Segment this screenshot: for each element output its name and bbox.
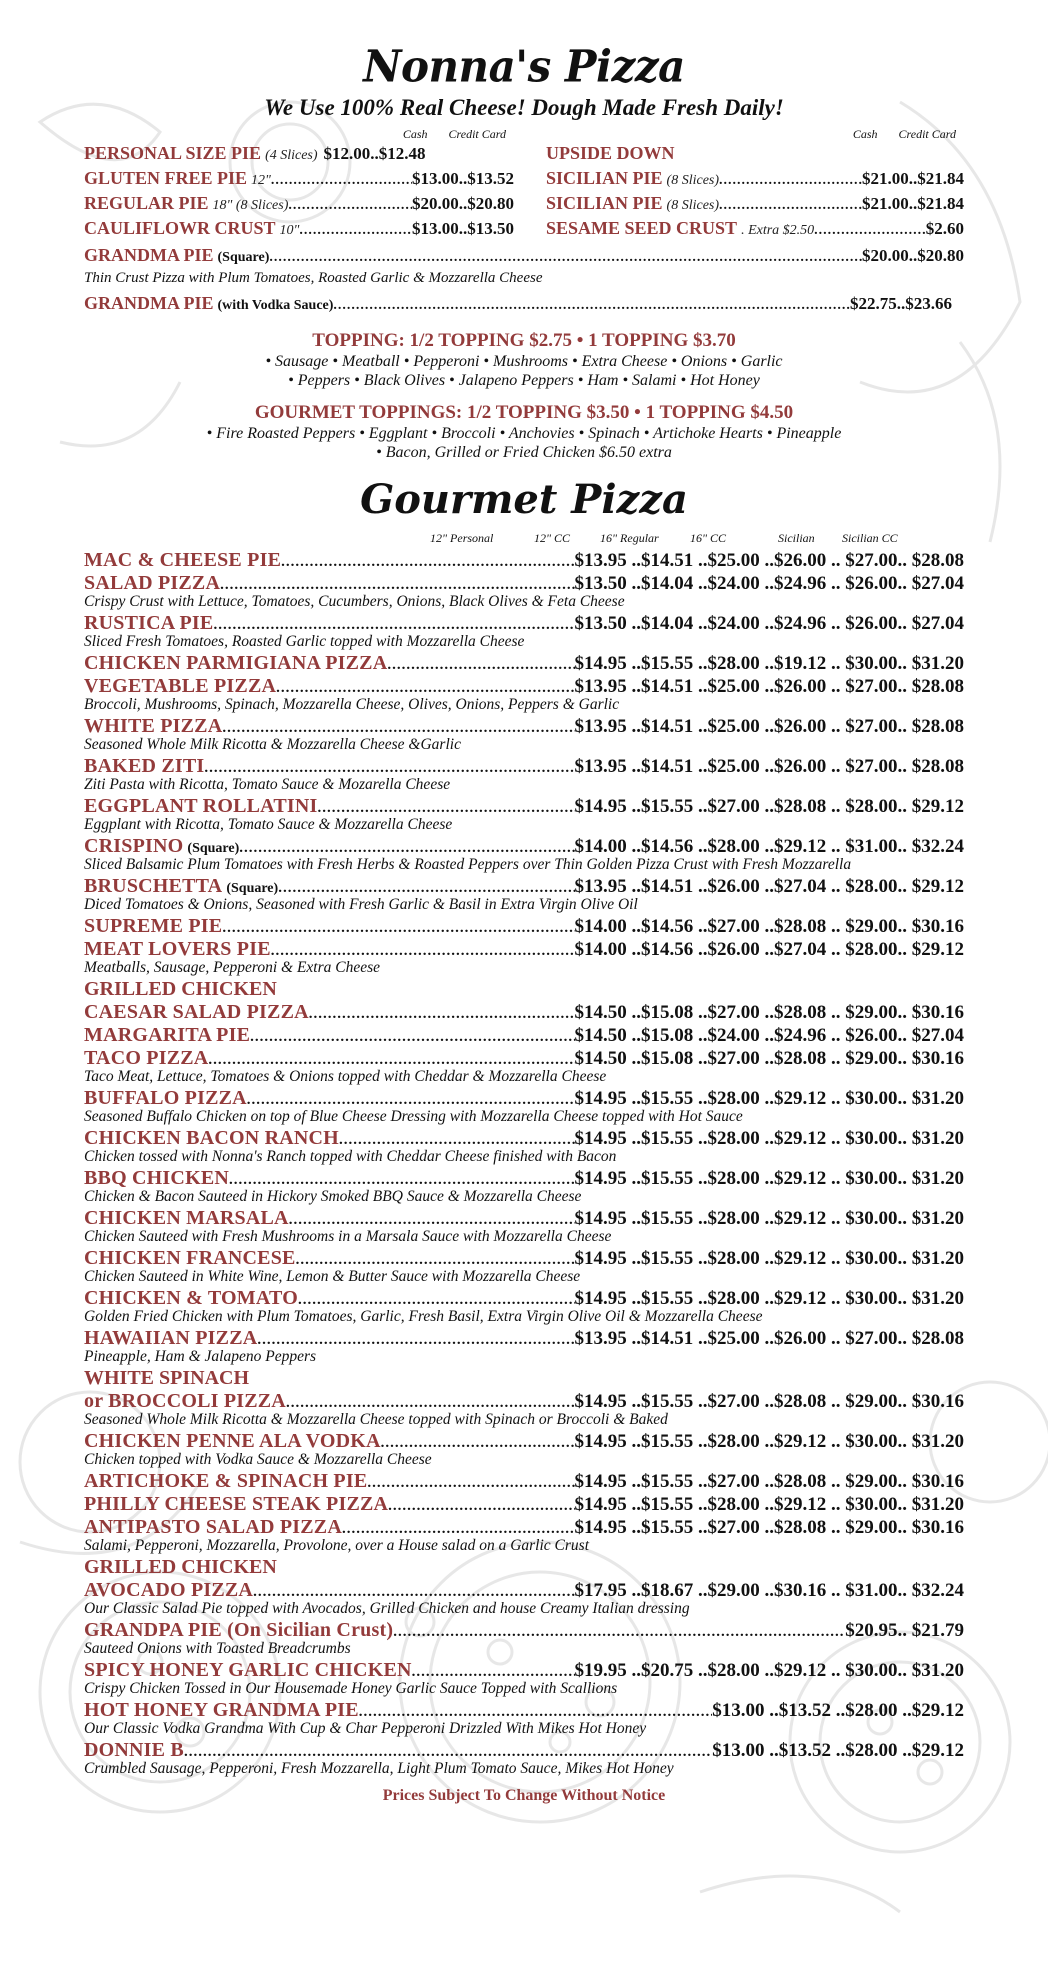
toppings-heading: TOPPING: 1/2 TOPPING $2.75 • 1 TOPPING $3.70 — [312, 330, 736, 351]
item-name-prefix-row — [84, 1367, 964, 1390]
item-name: RUSTICA PIE — [84, 612, 214, 634]
item-subtitle: (with Vodka Sauce) — [217, 298, 334, 313]
item-prices: $13.95 ..$14.51 ..$26.00 ..$27.04 .. $28.00.. $29.12 — [574, 876, 964, 897]
item-prices: $13.95 ..$14.51 ..$25.00 ..$26.00 .. $27.00.. $28.08 — [574, 676, 964, 697]
right-price-headers — [546, 127, 964, 143]
menu-item-row — [546, 218, 964, 243]
item-name: CHICKEN MARSALA — [84, 1207, 289, 1229]
item-prices: $13.50 ..$14.04 ..$24.00 ..$24.96 .. $26.00.. $27.04 — [574, 613, 964, 634]
gourmet-pizza-list — [84, 549, 964, 1779]
gourmet-toppings-line: • Bacon, Grilled or Fried Chicken $6.50 extra — [376, 444, 672, 461]
item-name: SICILIAN PIE — [546, 193, 663, 213]
item-description: Seasoned Whole Milk Ricotta & Mozzarella Cheese topped with Spinach or Broccoli & Baked — [84, 1411, 668, 1428]
item-name: VEGETABLE PIZZA — [84, 675, 277, 697]
item-name: CAULIFLOWR CRUST — [84, 218, 276, 238]
dot-leader — [299, 223, 412, 239]
column-header: 16" Regular — [600, 531, 659, 545]
menu-page — [0, 42, 1048, 1805]
column-header: 16" CC — [690, 531, 727, 545]
gourmet-item-row — [84, 612, 964, 635]
item-description: Salami, Pepperoni, Mozzarella, Provolone, over a House salad on a Garlic Crust — [84, 1537, 589, 1554]
credit-price: $2.60 — [925, 219, 964, 238]
item-name: or BROCCOLI PIZZA — [84, 1390, 286, 1412]
item-name: PHILLY CHEESE STEAK PIZZA — [84, 1493, 389, 1515]
dot-leader — [250, 1029, 574, 1046]
item-name: HOT HONEY GRANDMA PIE — [84, 1699, 359, 1721]
credit-price: $21.84 — [917, 194, 964, 213]
menu-item-row — [546, 143, 964, 168]
item-description: Chicken & Bacon Sauteed in Hickory Smoked BBQ Sauce & Mozzarella Cheese — [84, 1188, 582, 1205]
dot-leader — [222, 920, 574, 937]
item-description: Ziti Pasta with Ricotta, Tomato Sauce & Mozarella Cheese — [84, 776, 451, 793]
menu-item-row — [84, 168, 514, 193]
item-subtitle: (Square) — [217, 250, 270, 265]
price-separator: .. — [370, 144, 379, 163]
dot-leader — [387, 657, 574, 674]
dot-leader — [288, 198, 412, 214]
cash-price: $21.00 — [862, 194, 909, 213]
cash-header: Cash — [852, 127, 878, 141]
price-separator: .. — [458, 169, 468, 188]
item-name: SICILIAN PIE — [546, 168, 663, 188]
cash-price: $21.00 — [862, 169, 909, 188]
credit-price: $20.80 — [467, 194, 514, 213]
item-prices: $14.50 ..$15.08 ..$27.00 ..$28.08 .. $29.00.. $30.16 — [574, 1048, 964, 1069]
dot-leader — [359, 1704, 712, 1721]
item-description: Crispy Crust with Lettuce, Tomatoes, Cucumbers, Onions, Black Olives & Feta Cheese — [84, 593, 625, 610]
dot-leader — [222, 720, 574, 737]
item-description: Eggplant with Ricotta, Tomato Sauce & Mozzarella Cheese — [84, 816, 453, 833]
item-name: WHITE PIZZA — [84, 715, 223, 737]
item-description: Sliced Fresh Tomatoes, Roasted Garlic topped with Mozzarella Cheese — [84, 633, 525, 650]
dot-leader — [286, 1395, 575, 1412]
dot-leader — [309, 1006, 575, 1023]
item-note: . Extra $2.50 — [741, 223, 815, 238]
gourmet-item-row — [84, 1127, 964, 1150]
item-prices: $14.95 ..$15.55 ..$27.00 ..$28.08 .. $29.00.. $30.16 — [574, 1517, 964, 1538]
item-note: (8 Slices) — [666, 173, 720, 188]
cash-price: $13.00 — [412, 219, 459, 238]
item-name: CAESAR SALAD PIZZA — [84, 1001, 309, 1023]
dot-leader — [412, 1664, 575, 1681]
menu-item-row — [84, 143, 514, 168]
dot-leader — [298, 1292, 575, 1309]
credit-price: $13.52 — [467, 169, 514, 188]
gourmet-item-row — [84, 938, 964, 961]
item-prices: $13.00 ..$13.52 ..$28.00 ..$29.12 — [712, 1700, 964, 1721]
dot-leader — [204, 760, 574, 777]
gourmet-item-row — [84, 652, 964, 675]
cash-price: $22.75 — [850, 294, 897, 313]
item-prices: $14.95 ..$15.55 ..$28.00 ..$29.12 .. $30.00.. $31.20 — [574, 1288, 964, 1309]
gourmet-item-row — [84, 1739, 964, 1762]
cash-price: $12.00 — [323, 144, 371, 163]
item-subtitle: (Square) — [226, 881, 279, 896]
item-name: AVOCADO PIZZA — [84, 1579, 254, 1601]
dot-leader — [276, 680, 574, 697]
gourmet-item-row — [84, 675, 964, 698]
item-name: CHICKEN FRANCESE — [84, 1247, 296, 1269]
item-note: 12" — [251, 173, 271, 188]
item-name-prefix-row — [84, 1556, 964, 1579]
gourmet-toppings-line: • Fire Roasted Peppers • Eggplant • Broccoli • Anchovies • Spinach • Artichoke Hearts • Pineapple — [206, 425, 842, 442]
dot-leader — [381, 1435, 575, 1452]
dot-leader — [388, 1498, 574, 1515]
item-description: Our Classic Salad Pie topped with Avocados, Grilled Chicken and house Creamy Italian dressing — [84, 1600, 690, 1617]
item-name: EGGPLANT ROLLATINI — [84, 795, 318, 817]
credit-price: $20.80 — [917, 246, 964, 265]
grandma-section — [84, 245, 964, 318]
gourmet-item-row — [84, 1024, 964, 1047]
cash-price: $20.00 — [862, 246, 909, 265]
item-name: ARTICHOKE & SPINACH PIE — [84, 1470, 368, 1492]
gourmet-item-row — [84, 1247, 964, 1270]
column-header: 12" CC — [534, 531, 571, 545]
dot-leader — [339, 1132, 575, 1149]
dot-leader — [247, 1092, 575, 1109]
item-prices: $13.95 ..$14.51 ..$25.00 ..$26.00 .. $27.00.. $28.08 — [574, 1328, 964, 1349]
dot-leader — [269, 250, 862, 266]
item-description: Thin Crust Pizza with Plum Tomatoes, Roasted Garlic & Mozzarella Cheese — [84, 270, 543, 286]
dot-leader — [184, 1744, 712, 1761]
item-prices: $17.95 ..$18.67 ..$29.00 ..$30.16 .. $31.00.. $32.24 — [574, 1580, 964, 1601]
restaurant-title: Nonna's Pizza — [363, 40, 685, 93]
item-prices: $20.95.. $21.79 — [845, 1620, 964, 1641]
menu-item-row — [84, 218, 514, 243]
item-name: SUPREME PIE — [84, 915, 223, 937]
gourmet-item-row — [84, 915, 964, 938]
gourmet-item-row — [84, 1327, 964, 1350]
item-name: TACO PIZZA — [84, 1047, 209, 1069]
dot-leader — [281, 554, 574, 571]
menu-item-row — [546, 168, 964, 193]
item-prices: $14.95 ..$15.55 ..$28.00 ..$29.12 .. $30.00.. $31.20 — [574, 1168, 964, 1189]
item-name: CHICKEN PARMIGIANA PIZZA — [84, 652, 388, 674]
gourmet-item-row — [84, 1001, 964, 1024]
item-description: Taco Meat, Lettuce, Tomatoes & Onions topped with Cheddar & Mozzarella Cheese — [84, 1068, 607, 1085]
gourmet-item-row — [84, 549, 964, 572]
item-name: PERSONAL SIZE PIE — [84, 143, 262, 163]
gourmet-item-row — [84, 1579, 964, 1602]
item-name: UPSIDE DOWN — [546, 143, 675, 163]
right-price-column — [546, 127, 964, 243]
item-prices: $14.50 ..$15.08 ..$27.00 ..$28.08 .. $29.00.. $30.16 — [574, 1002, 964, 1023]
item-prices: $14.95 ..$15.55 ..$27.00 ..$28.08 .. $29.00.. $30.16 — [574, 1391, 964, 1412]
item-description: Our Classic Vodka Grandma With Cup & Char Pepperoni Drizzled With Mikes Hot Honey — [84, 1720, 647, 1737]
item-prices: $14.95 ..$15.55 ..$28.00 ..$19.12 .. $30.00.. $31.20 — [574, 653, 964, 674]
item-description: Seasoned Whole Milk Ricotta & Mozzarella Cheese &Garlic — [84, 736, 461, 753]
gourmet-item-row — [84, 875, 964, 898]
credit-header: Credit Card — [898, 127, 956, 141]
item-prices: $14.95 ..$15.55 ..$28.00 ..$29.12 .. $30.00.. $31.20 — [574, 1208, 964, 1229]
item-name: SALAD PIZZA — [84, 572, 221, 594]
gourmet-item-row — [84, 1087, 964, 1110]
toppings-line: • Peppers • Black Olives • Jalapeno Peppers • Ham • Salami • Hot Honey — [288, 372, 760, 389]
item-prices: $13.95 ..$14.51 ..$25.00 ..$26.00 .. $27.00.. $28.08 — [574, 550, 964, 571]
cash-header: Cash — [402, 127, 428, 141]
item-prices: $13.95 ..$14.51 ..$25.00 ..$26.00 .. $27.00.. $28.08 — [574, 756, 964, 777]
gourmet-item-row — [84, 795, 964, 818]
item-name: CRISPINO — [84, 835, 184, 857]
item-subtitle: (Square) — [187, 841, 240, 856]
item-description: Chicken Sauteed with Fresh Mushrooms in a Marsala Sauce with Mozzarella Cheese — [84, 1228, 612, 1245]
gourmet-item-row — [84, 1699, 964, 1722]
item-name: GRANDPA PIE (On Sicilian Crust) — [84, 1619, 394, 1641]
price-separator: .. — [896, 294, 906, 313]
credit-header: Credit Card — [448, 127, 506, 141]
gourmet-item-row — [84, 1430, 964, 1453]
item-name: SESAME SEED CRUST — [546, 218, 738, 238]
price-separator: .. — [908, 246, 918, 265]
item-description: Pineapple, Ham & Jalapeno Peppers — [84, 1348, 317, 1365]
credit-price: $12.48 — [378, 144, 426, 163]
item-note: (8 Slices) — [666, 198, 720, 213]
item-name-prefix-row — [84, 978, 964, 1001]
gourmet-pizza-title: Gourmet Pizza — [360, 476, 688, 523]
menu-item-row — [84, 193, 514, 218]
item-description: Diced Tomatoes & Onions, Seasoned with Fresh Garlic & Basil in Extra Virgin Olive Oil — [84, 896, 638, 913]
item-name: HAWAIIAN PIZZA — [84, 1327, 258, 1349]
dot-leader — [719, 173, 862, 189]
dot-leader — [393, 1624, 845, 1641]
item-name: BUFFALO PIZZA — [84, 1087, 247, 1109]
gourmet-item-row — [84, 1659, 964, 1682]
item-description: Meatballs, Sausage, Pepperoni & Extra Cheese — [84, 959, 381, 976]
price-separator: .. — [458, 219, 468, 238]
dot-leader — [367, 1475, 574, 1492]
cash-price: $20.00 — [412, 194, 459, 213]
item-name: GRANDMA PIE — [84, 245, 214, 265]
item-prices: $14.95 ..$15.55 ..$27.00 ..$28.08 .. $28.00.. $29.12 — [574, 796, 964, 817]
dot-leader — [271, 173, 412, 189]
item-name: BBQ CHICKEN — [84, 1167, 230, 1189]
item-prices: $14.50 ..$15.08 ..$24.00 ..$24.96 .. $26.00.. $27.04 — [574, 1025, 964, 1046]
dot-leader — [342, 1521, 575, 1538]
item-prices: $14.95 ..$15.55 ..$28.00 ..$29.12 .. $30.00.. $31.20 — [574, 1431, 964, 1452]
item-description: Seasoned Buffalo Chicken on top of Blue Cheese Dressing with Mozzarella Cheese topped with Hot Sauce — [84, 1108, 743, 1125]
item-name: CHICKEN PENNE ALA VODKA — [84, 1430, 381, 1452]
gourmet-item-row — [84, 715, 964, 738]
gourmet-item-row — [84, 1493, 964, 1516]
gourmet-item-row — [84, 1047, 964, 1070]
price-disclaimer: Prices Subject To Change Without Notice — [382, 1787, 666, 1804]
gourmet-item-row — [84, 835, 964, 858]
dot-leader — [719, 198, 862, 214]
item-description: Crispy Chicken Tossed in Our Housemade Honey Garlic Sauce Topped with Scallions — [84, 1680, 618, 1697]
dot-leader — [814, 223, 926, 239]
item-name-prefix: GRILLED CHICKEN — [84, 978, 277, 1000]
dot-leader — [253, 1584, 574, 1601]
gourmet-item-row — [84, 1167, 964, 1190]
item-name: DONNIE B — [84, 1739, 184, 1761]
dot-leader — [289, 1212, 575, 1229]
gourmet-item-row — [84, 572, 964, 595]
dot-leader — [333, 298, 850, 314]
item-prices: $14.00 ..$14.56 ..$27.00 ..$28.08 .. $29.00.. $30.16 — [574, 916, 964, 937]
dot-leader — [239, 840, 574, 857]
price-separator: .. — [458, 194, 468, 213]
item-prices: $14.95 ..$15.55 ..$28.00 ..$29.12 .. $30.00.. $31.20 — [574, 1494, 964, 1515]
item-name: REGULAR PIE — [84, 193, 209, 213]
menu-item-row — [546, 193, 964, 218]
price-separator: .. — [908, 194, 918, 213]
item-description: Broccoli, Mushrooms, Spinach, Mozzarella Cheese, Olives, Onions, Peppers & Garlic — [84, 696, 620, 713]
gourmet-item-row — [84, 755, 964, 778]
item-description: Sliced Balsamic Plum Tomatoes with Fresh Herbs & Roasted Peppers over Thin Golden Pizza Crust with Fresh Mozzarella — [84, 856, 852, 873]
column-header: Sicilian — [778, 531, 815, 545]
tagline: We Use 100% Real Cheese! Dough Made Fresh Daily! — [264, 95, 784, 120]
item-note: 10" — [279, 223, 300, 238]
item-name-prefix: GRILLED CHICKEN — [84, 1556, 277, 1578]
left-price-column — [84, 127, 514, 243]
item-prices: $14.00 ..$14.56 ..$28.00 ..$29.12 .. $31.00.. $32.24 — [574, 836, 964, 857]
item-name: GRANDMA PIE — [84, 293, 214, 313]
item-name: MAC & CHEESE PIE — [84, 549, 282, 571]
dot-leader — [220, 577, 574, 594]
item-description: Sauteed Onions with Toasted Breadcrumbs — [84, 1640, 351, 1657]
credit-price: $21.84 — [917, 169, 964, 188]
item-prices: $14.00 ..$14.56 ..$26.00 ..$27.04 .. $28.00.. $29.12 — [574, 939, 964, 960]
price-separator: .. — [908, 169, 918, 188]
dot-leader — [229, 1172, 574, 1189]
gourmet-item-row — [84, 1287, 964, 1310]
credit-price: $23.66 — [905, 294, 952, 313]
dot-leader — [278, 880, 574, 897]
dot-leader — [296, 1252, 575, 1269]
item-prices: $13.50 ..$14.04 ..$24.00 ..$24.96 .. $26.00.. $27.04 — [574, 573, 964, 594]
item-name: BAKED ZITI — [84, 755, 205, 777]
item-name: ANTIPASTO SALAD PIZZA — [84, 1516, 342, 1538]
dot-leader — [213, 617, 574, 634]
dot-leader — [257, 1332, 574, 1349]
item-description: Crumbled Sausage, Pepperoni, Fresh Mozzarella, Light Plum Tomato Sauce, Mikes Hot Honey — [84, 1760, 674, 1777]
toppings-line: • Sausage • Meatball • Pepperoni • Mushrooms • Extra Cheese • Onions • Garlic — [265, 353, 783, 370]
item-prices: $14.95 ..$15.55 ..$28.00 ..$29.12 .. $30.00.. $31.20 — [574, 1128, 964, 1149]
gourmet-item-row — [84, 1470, 964, 1493]
item-prices: $14.95 ..$15.55 ..$28.00 ..$29.12 .. $30.00.. $31.20 — [574, 1088, 964, 1109]
column-header: Sicilian CC — [842, 531, 898, 545]
item-name: MEAT LOVERS PIE — [84, 938, 271, 960]
item-description: Chicken tossed with Nonna's Ranch topped with Cheddar Cheese finished with Bacon — [84, 1148, 617, 1165]
gourmet-item-row — [84, 1390, 964, 1413]
toppings-section — [84, 330, 964, 462]
credit-price: $13.50 — [467, 219, 514, 238]
gourmet-item-row — [84, 1619, 964, 1642]
gourmet-column-headers — [84, 529, 964, 549]
item-prices: $13.95 ..$14.51 ..$25.00 ..$26.00 .. $27.00.. $28.08 — [574, 716, 964, 737]
item-name: CHICKEN BACON RANCH — [84, 1127, 339, 1149]
item-name-prefix: WHITE SPINACH — [84, 1367, 250, 1389]
cash-price: $13.00 — [412, 169, 459, 188]
item-name: MARGARITA PIE — [84, 1024, 251, 1046]
dot-leader — [271, 943, 575, 960]
item-prices: $13.00 ..$13.52 ..$28.00 ..$29.12 — [712, 1740, 964, 1761]
item-name: BRUSCHETTA — [84, 875, 223, 897]
item-name: CHICKEN & TOMATO — [84, 1287, 298, 1309]
grandma-row — [84, 293, 964, 318]
item-description: Chicken Sauteed in White Wine, Lemon & Butter Sauce with Mozzarella Cheese — [84, 1268, 581, 1285]
gourmet-item-row — [84, 1207, 964, 1230]
item-description: Chicken topped with Vodka Sauce & Mozzarella Cheese — [84, 1451, 432, 1468]
column-header: 12" Personal — [430, 531, 494, 545]
dot-leader — [208, 1052, 574, 1069]
item-name: GLUTEN FREE PIE — [84, 168, 248, 188]
item-description: Golden Fried Chicken with Plum Tomatoes, Garlic, Fresh Basil, Extra Virgin Olive Oil & Mozzarella Cheese — [84, 1308, 763, 1325]
item-name: SPICY HONEY GARLIC CHICKEN — [84, 1659, 412, 1681]
gourmet-toppings-heading: GOURMET TOPPINGS: 1/2 TOPPING $3.50 • 1 TOPPING $4.50 — [254, 402, 794, 423]
item-prices: $14.95 ..$15.55 ..$27.00 ..$28.08 .. $29.00.. $30.16 — [574, 1471, 964, 1492]
item-note: 18" (8 Slices) — [212, 198, 289, 213]
item-prices: $19.95 ..$20.75 ..$28.00 ..$29.12 .. $30.00.. $31.20 — [574, 1660, 964, 1681]
gourmet-item-row — [84, 1516, 964, 1539]
basic-pies-section — [84, 127, 964, 243]
item-note: (4 Slices) — [265, 148, 318, 163]
left-price-headers — [84, 127, 514, 143]
grandma-row — [84, 245, 964, 270]
item-prices: $14.95 ..$15.55 ..$28.00 ..$29.12 .. $30.00.. $31.20 — [574, 1248, 964, 1269]
dot-leader — [317, 800, 574, 817]
